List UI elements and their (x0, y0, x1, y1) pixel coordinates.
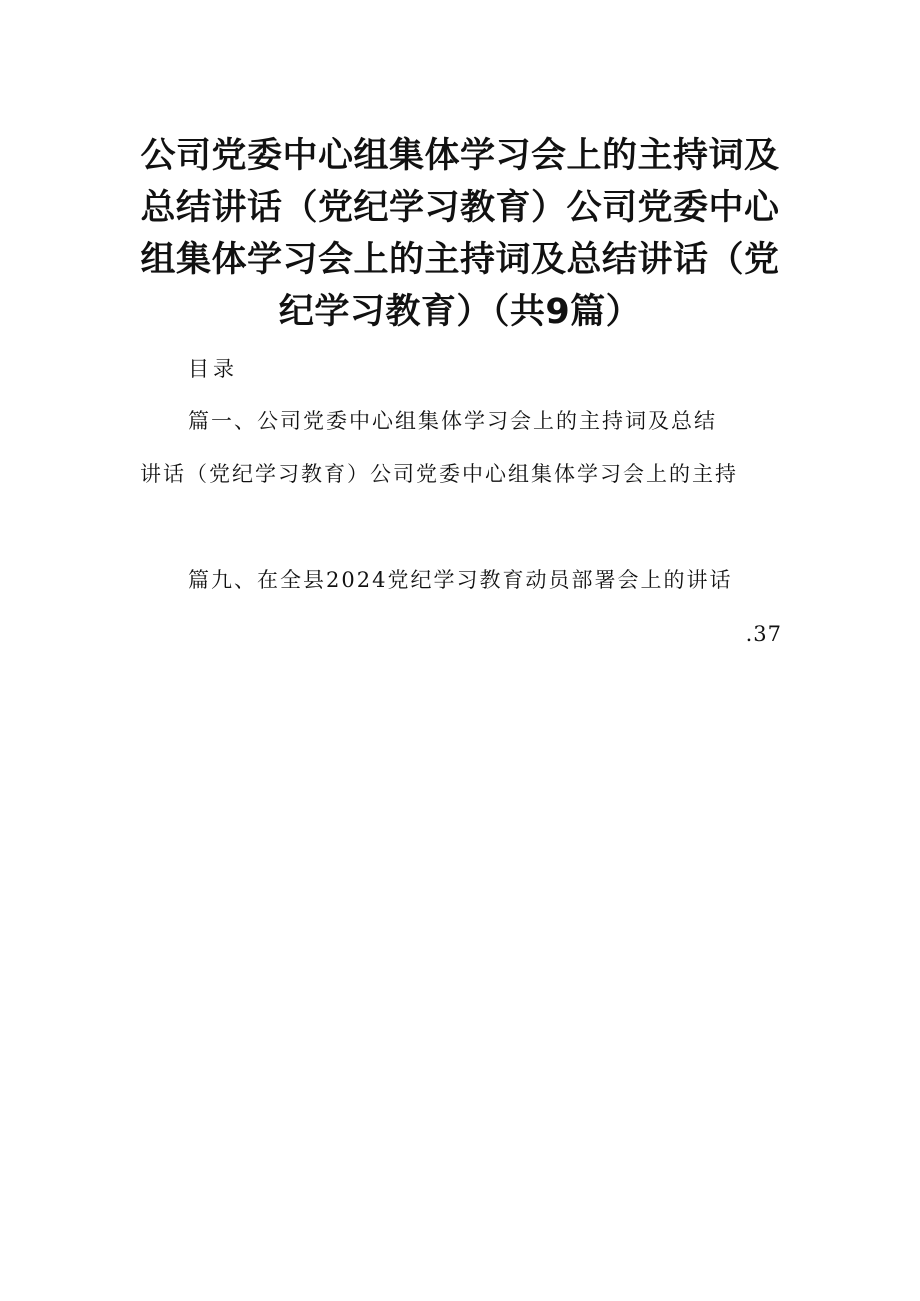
toc-heading: 目录 (188, 357, 238, 381)
toc-entry-line-1: 篇一、公司党委中心组集体学习会上的主持词及总结 (188, 409, 717, 433)
toc-page-number: .37 (745, 622, 782, 646)
document-title: 公司党委中心组集体学习会上的主持词及总结讲话（党纪学习教育）公司党委中心组集体学习会上的主持词及总结讲话（党纪学习教育）（共9篇） (140, 136, 780, 332)
toc-entry-line-2: 讲话（党纪学习教育）公司党委中心组集体学习会上的主持 (140, 462, 738, 486)
toc-entry-line-3: 篇九、在全县2024党纪学习教育动员部署会上的讲话 (188, 568, 733, 592)
